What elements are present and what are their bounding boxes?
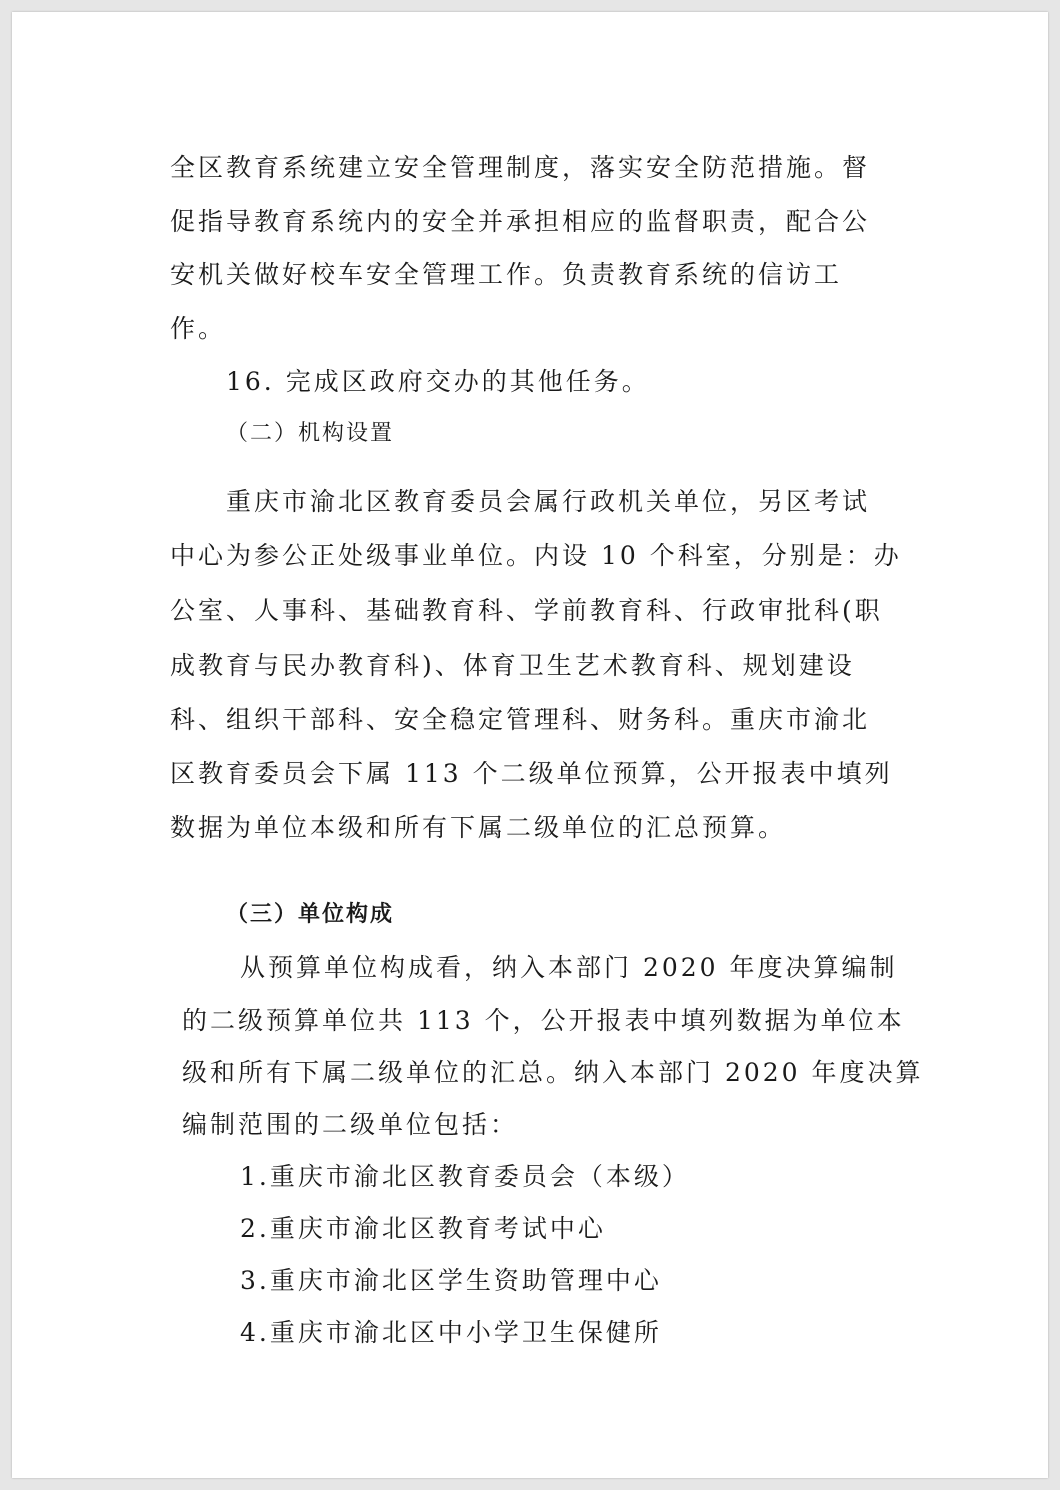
section-3-paragraph-line: 的二级预算单位共 113 个，公开报表中填列数据为单位本 xyxy=(182,1006,905,1035)
item-16: 16. 完成区政府交办的其他任务。 xyxy=(226,367,650,396)
section-3-paragraph-line: 从预算单位构成看，纳入本部门 2020 年度决算编制 xyxy=(240,953,898,982)
document-page xyxy=(12,12,1048,1478)
duties-line: 安机关做好校车安全管理工作。负责教育系统的信访工 xyxy=(170,260,843,289)
section-2-paragraph-line: 重庆市渝北区教育委员会属行政机关单位，另区考试 xyxy=(226,487,871,516)
unit-list-item: 3.重庆市渝北区学生资助管理中心 xyxy=(240,1266,662,1295)
section-3-paragraph-line: 级和所有下属二级单位的汇总。纳入本部门 2020 年度决算 xyxy=(182,1058,924,1087)
duties-line: 作。 xyxy=(170,314,227,343)
section-2-paragraph-line: 公室、人事科、基础教育科、学前教育科、行政审批科(职 xyxy=(170,596,883,625)
unit-list-item: 2.重庆市渝北区教育考试中心 xyxy=(240,1214,606,1243)
section-2-paragraph-line: 数据为单位本级和所有下属二级单位的汇总预算。 xyxy=(170,813,787,842)
section-2-paragraph-line: 中心为参公正处级事业单位。内设 10 个科室，分别是：办 xyxy=(170,541,902,570)
unit-list-item: 1.重庆市渝北区教育委员会（本级） xyxy=(240,1162,690,1191)
section-3-paragraph-line: 编制范围的二级单位包括： xyxy=(182,1110,519,1139)
section-2-paragraph-line: 成教育与民办教育科)、体育卫生艺术教育科、规划建设 xyxy=(170,651,855,680)
unit-list-item: 4.重庆市渝北区中小学卫生保健所 xyxy=(240,1318,662,1347)
section-2-paragraph-line: 科、组织干部科、安全稳定管理科、财务科。重庆市渝北 xyxy=(170,705,871,734)
section-2-paragraph-line: 区教育委员会下属 113 个二级单位预算，公开报表中填列 xyxy=(170,759,893,788)
section-2-title: （二）机构设置 xyxy=(226,421,395,446)
duties-line: 全区教育系统建立安全管理制度，落实安全防范措施。督 xyxy=(170,153,871,182)
section-3-title: （三）单位构成 xyxy=(226,902,395,927)
duties-line: 促指导教育系统内的安全并承担相应的监督职责，配合公 xyxy=(170,207,871,236)
